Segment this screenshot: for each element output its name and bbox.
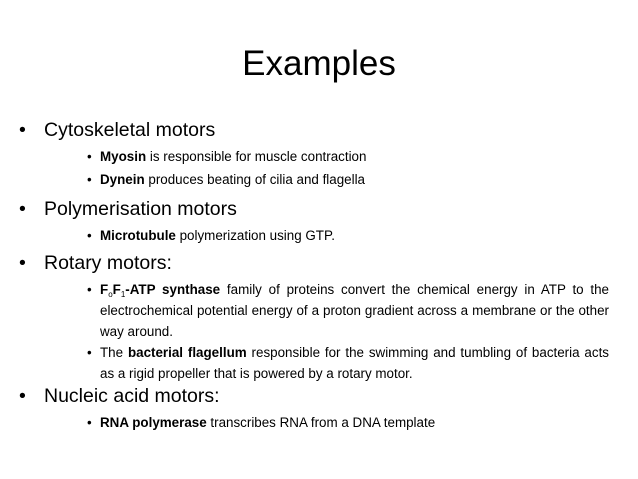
sub-bullet-bacterial-flagellum xyxy=(87,342,609,384)
sub-bullet-myosin xyxy=(87,146,609,167)
item-text: responsible for the swimming and tumbling of bacteria acts as a rigid propeller that is powered by a rotary motor. xyxy=(100,345,609,381)
sub-bullet-microtubule xyxy=(87,225,609,246)
term-myosin: Myosin xyxy=(100,149,147,164)
item-text: polymerization using GTP. xyxy=(175,228,335,243)
item-prefix: The xyxy=(100,345,128,360)
item-text: produces beating of cilia and flagella xyxy=(144,172,366,187)
bullet-icon: • xyxy=(87,228,92,243)
term-bacterial-flagellum: bacterial flagellum xyxy=(127,345,247,360)
sub-bullet-dynein xyxy=(87,169,609,190)
bullet-rotary-motors xyxy=(19,251,172,275)
sub-bullet-atp-synthase xyxy=(87,279,609,342)
bullet-icon: • xyxy=(19,198,26,220)
section-heading: Polymerisation motors xyxy=(44,198,237,220)
section-heading: Rotary motors: xyxy=(44,252,172,274)
subscript-1: 1 xyxy=(120,290,126,299)
bullet-cytoskeletal-motors xyxy=(19,118,215,142)
subscript-o: o xyxy=(108,290,113,299)
item-text: is responsible for muscle contraction xyxy=(146,149,367,164)
term-f: F xyxy=(100,282,109,297)
bullet-nucleic-acid-motors xyxy=(19,384,220,408)
term-microtubule: Microtubule xyxy=(100,228,176,243)
term-f1: F xyxy=(112,282,121,297)
bullet-icon: • xyxy=(87,345,92,360)
term-dynein: Dynein xyxy=(100,172,145,187)
section-heading: Cytoskeletal motors xyxy=(44,119,216,141)
section-heading: Nucleic acid motors: xyxy=(44,385,220,407)
bullet-icon: • xyxy=(19,119,26,141)
bullet-icon: • xyxy=(19,385,26,407)
bullet-icon: • xyxy=(87,415,92,430)
bullet-icon: • xyxy=(19,252,26,274)
bullet-polymerisation-motors xyxy=(19,197,237,221)
term-atp-synthase: -ATP synthase xyxy=(125,282,221,297)
bullet-icon: • xyxy=(87,282,92,297)
term-rna-polymerase: RNA polymerase xyxy=(100,415,207,430)
bullet-icon: • xyxy=(87,149,92,164)
sub-bullet-rna-polymerase xyxy=(87,412,609,433)
item-text: transcribes RNA from a DNA template xyxy=(206,415,436,430)
slide-title: Examples xyxy=(242,44,396,83)
item-text: family of proteins convert the chemical energy in ATP to the electrochemical potential energy of a proton gradient across a membrane or the other way around. xyxy=(100,282,610,339)
bullet-icon: • xyxy=(87,172,92,187)
